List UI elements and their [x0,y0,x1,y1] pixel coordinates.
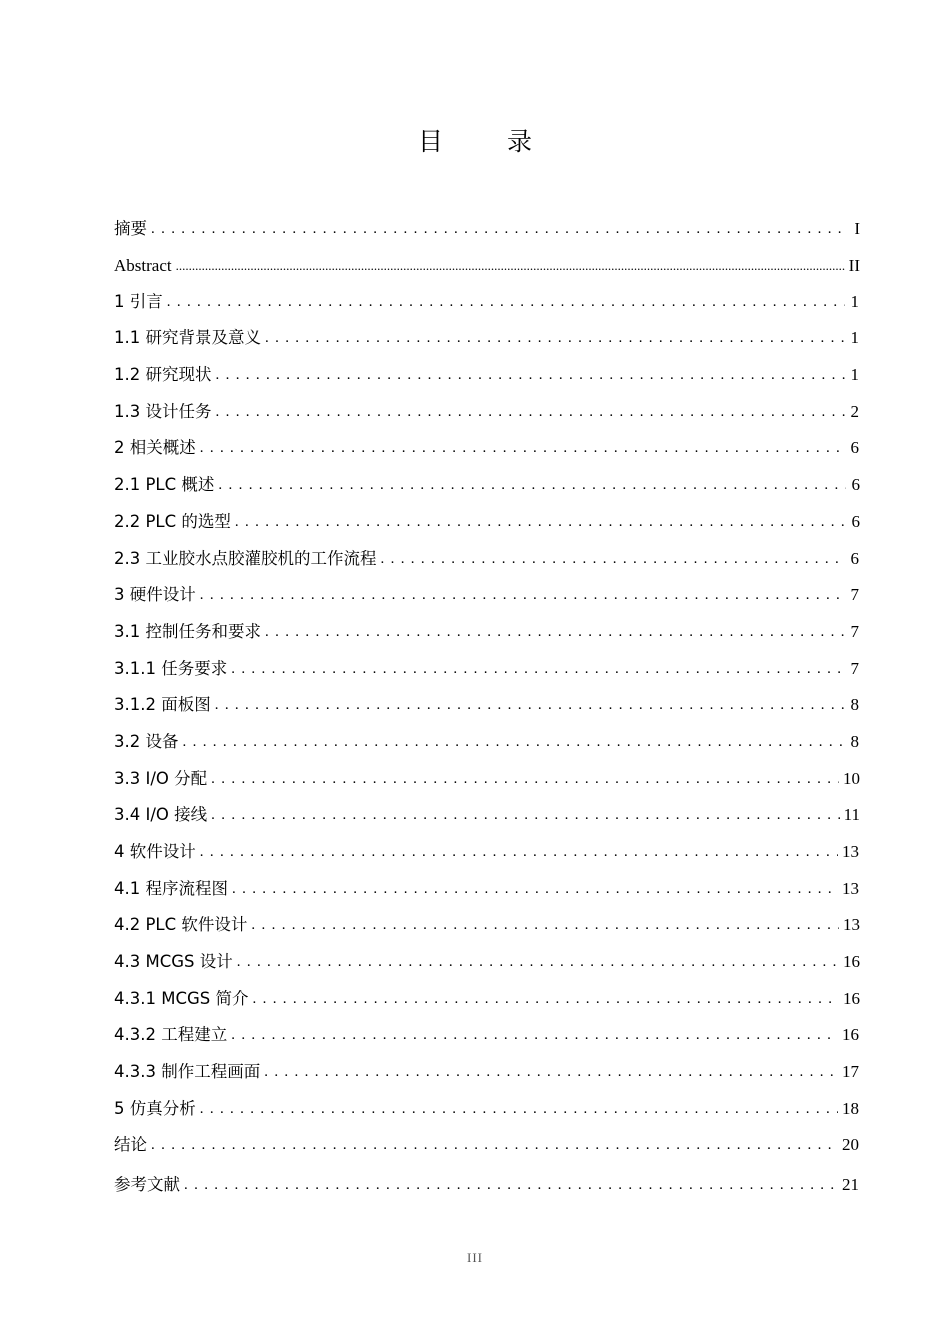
toc-entry-3-1-2[interactable] [114,692,860,718]
toc-entry-2-1[interactable] [114,472,860,498]
toc-leader-dots [211,766,839,792]
toc-leader-dots [235,509,846,535]
toc-entry-chapter-2[interactable] [114,435,860,461]
toc-entry-page: 16 [843,989,860,1008]
toc-leader-dots [265,325,845,351]
toc-leader-dots [151,1132,838,1158]
toc-entry-label: 1 引言 [114,292,163,311]
toc-entry-conclusion[interactable] [114,1132,860,1158]
toc-leader-dots [167,289,845,315]
toc-entry-page: 16 [843,952,860,971]
toc-entry-label: 结论 [114,1135,147,1154]
toc-leader-dots [184,1172,838,1198]
toc-entry-page: 18 [842,1099,859,1118]
toc-entry-abstract-en[interactable] [114,253,860,279]
toc-leader-dots [264,1059,838,1085]
toc-entry-label: 2 相关概述 [114,438,196,457]
toc-entry-page: 6 [850,438,859,457]
toc-entry-chapter-5[interactable] [114,1096,860,1122]
toc-entry-1-3[interactable] [114,399,860,425]
toc-entry-label: 2.1 PLC 概述 [114,475,215,494]
toc-entry-page: 17 [842,1062,859,1081]
toc-entry-page: 21 [842,1175,859,1194]
toc-entry-page: 13 [842,879,859,898]
toc-entry-3-4[interactable] [114,802,860,828]
toc-entry-page: II [848,256,860,275]
toc-entry-4-1[interactable] [114,876,860,902]
toc-entry-page: 6 [851,475,860,494]
toc-entry-2-2[interactable] [114,509,860,535]
toc-entry-label: 1.1 研究背景及意义 [114,328,261,347]
toc-entry-page: 7 [850,585,859,604]
page-title: 目 录 [418,127,560,156]
toc-leader-dots [200,839,838,865]
toc-leader-dots [231,656,845,682]
toc-entry-page: 7 [850,659,859,678]
toc-leader-dots [200,1096,838,1122]
toc-leader-dots [200,435,845,461]
toc-entry-page: 7 [850,622,859,641]
toc-entry-1-1[interactable] [114,325,860,351]
toc-entry-page: 10 [843,769,860,788]
toc-leader-dots [216,362,846,388]
toc-leader-dots [218,472,846,498]
toc-entry-3-1[interactable] [114,619,860,645]
toc-entry-label: 4.3.3 制作工程画面 [114,1062,261,1081]
toc-leader-dots [176,253,845,279]
toc-leader-dots [265,619,845,645]
toc-entry-label: 4.3.2 工程建立 [114,1025,228,1044]
toc-entry-page: 8 [850,732,859,751]
toc-entry-label: 2.3 工业胶水点胶灌胶机的工作流程 [114,549,377,568]
toc-entry-label: 3 硬件设计 [114,585,196,604]
toc-entry-label: 摘要 [114,219,147,238]
toc-entry-page: 6 [851,512,860,531]
toc-entry-page: 2 [850,402,859,421]
toc-entry-label: 4.3.1 MCGS 简介 [114,989,249,1008]
toc-leader-dots [216,399,846,425]
toc-entry-label: 2.2 PLC 的选型 [114,512,231,531]
toc-leader-dots [237,949,839,975]
toc-entry-abstract-cn[interactable] [114,216,860,242]
toc-entry-chapter-3[interactable] [114,582,860,608]
toc-entry-references[interactable] [114,1172,860,1198]
toc-entry-label: 3.2 设备 [114,732,179,751]
toc-leader-dots [200,582,845,608]
toc-entry-page: I [854,219,860,238]
toc-leader-dots [251,912,839,938]
toc-entry-label: 参考文献 [114,1175,180,1194]
toc-entry-label: 1.3 设计任务 [114,402,212,421]
toc-leader-dots [231,1022,838,1048]
toc-entry-3-2[interactable] [114,729,860,755]
toc-entry-4-3-2[interactable] [114,1022,860,1048]
toc-entry-label: 3.3 I/O 分配 [114,769,208,788]
toc-entry-1-2[interactable] [114,362,860,388]
toc-leader-dots [211,802,839,828]
toc-entry-label: 3.4 I/O 接线 [114,805,208,824]
toc-entry-chapter-4[interactable] [114,839,860,865]
toc-leader-dots [215,692,845,718]
toc-entry-page: 1 [850,292,859,311]
toc-entry-chapter-1[interactable] [114,289,860,315]
toc-entry-label: 3.1 控制任务和要求 [114,622,261,641]
toc-entry-page: 6 [850,549,859,568]
toc-entry-label: 3.1.1 任务要求 [114,659,228,678]
toc-leader-dots [232,876,838,902]
toc-entry-3-3[interactable] [114,766,860,792]
toc-entry-2-3[interactable] [114,546,860,572]
toc-entry-label: 3.1.2 面板图 [114,695,211,714]
toc-entry-label: 4 软件设计 [114,842,196,861]
toc-entry-page: 1 [850,328,859,347]
toc-entry-label: 4.2 PLC 软件设计 [114,915,248,934]
toc-entry-4-2[interactable] [114,912,860,938]
toc-entry-label: 4.1 程序流程图 [114,879,228,898]
toc-entry-label: Abstract [114,256,172,275]
toc-entry-3-1-1[interactable] [114,656,860,682]
toc-entry-label: 4.3 MCGS 设计 [114,952,233,971]
toc-leader-dots [183,729,846,755]
toc-leader-dots [253,986,840,1012]
page-number-footer: III [467,1250,483,1265]
toc-entry-4-3[interactable] [114,949,860,975]
toc-entry-page: 13 [842,842,859,861]
toc-entry-page: 11 [843,805,860,824]
toc-entry-page: 8 [850,695,859,714]
toc-entry-page: 1 [850,365,859,384]
toc-leader-dots [381,546,846,572]
toc-entry-page: 13 [843,915,860,934]
toc-leader-dots [151,216,846,242]
toc-entry-page: 20 [842,1135,859,1154]
toc-entry-label: 5 仿真分析 [114,1099,196,1118]
toc-entry-page: 16 [842,1025,859,1044]
toc-entry-4-3-3[interactable] [114,1059,860,1085]
toc-entry-4-3-1[interactable] [114,986,860,1012]
toc-entry-label: 1.2 研究现状 [114,365,212,384]
